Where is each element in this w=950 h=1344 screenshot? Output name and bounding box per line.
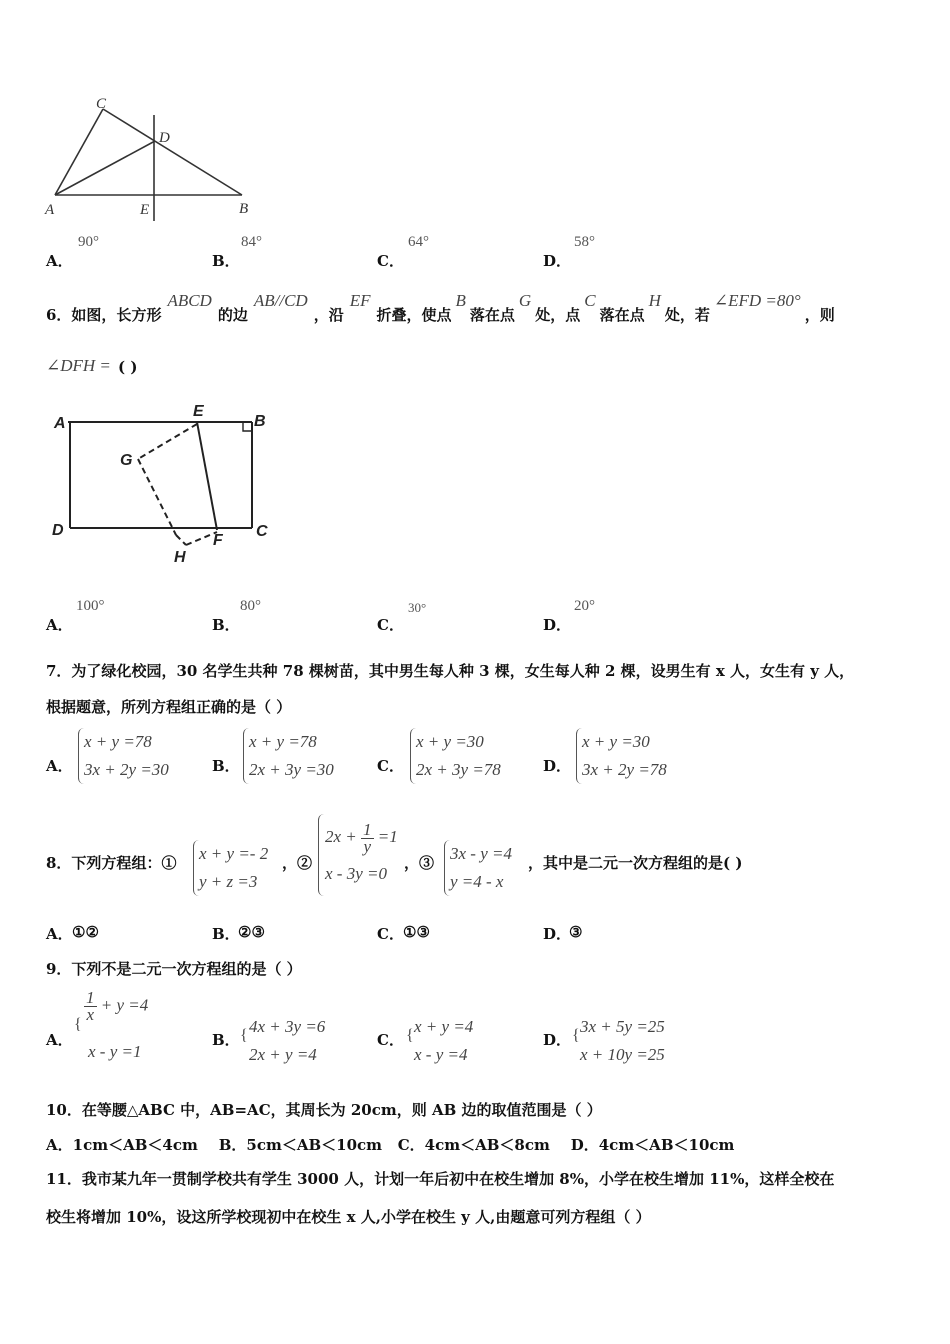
q8-system-3 (444, 840, 512, 896)
q7-option-b-system (243, 728, 334, 784)
q5-option-a-letter: A． (46, 252, 73, 270)
rectangle-fold-figure (40, 395, 290, 575)
q9-option-b-letter: B． (212, 1031, 240, 1049)
q9-a-num: 1 (86, 988, 95, 1007)
q6-text-1: 6．如图，长方形 (46, 306, 162, 324)
q5-option-c-letter: C． (377, 252, 404, 270)
q6-text-8: 处，若 (664, 306, 710, 324)
q8-s1-eq2: y + z =3 (199, 872, 258, 891)
q6-text-3: ，沿 (313, 306, 344, 324)
q6-option-b-value: 80° (240, 598, 261, 614)
q8-sep-1: ，② (282, 854, 313, 872)
q7-b-eq1: x + y =78 (249, 732, 317, 751)
q8-tail: ，其中是二元一次方程组的是( ) (528, 854, 743, 872)
q10-line: 10．在等腰△ABC 中，AB=AC，其周长为 20cm，则 AB 边的取值范围是（ ） (46, 1101, 602, 1119)
q8-option-d-value: ③ (569, 923, 583, 941)
q8-s3-eq1: 3x - y =4 (450, 844, 512, 863)
q7-b-eq2: 2x + 3y =30 (249, 760, 334, 779)
label-a: A (45, 202, 55, 218)
q7-a-eq1: x + y =78 (84, 732, 152, 751)
q8-s2-den: y (363, 836, 372, 856)
fig2-label-a: A (54, 415, 66, 432)
q6-math-c: C (584, 291, 596, 310)
q6-option-a-value: 100° (76, 598, 105, 614)
q9-b-eq1: 4x + 3y =6 (249, 1017, 326, 1036)
q6-paren: ( ) (118, 358, 138, 376)
q8-option-b-value: ②③ (238, 923, 265, 941)
q9-a-den: x (86, 1005, 95, 1024)
label-d: D (159, 130, 170, 146)
q9-option-c-letter: C． (377, 1031, 404, 1049)
fig2-label-c: C (256, 523, 268, 540)
q8-s2-pre: 2x + (325, 827, 357, 846)
q6-option-d-value: 20° (574, 598, 595, 614)
label-b: B (239, 201, 249, 217)
q6-text-5: 落在点 (469, 306, 515, 324)
q7-option-a-letter: A． (46, 757, 73, 775)
q8-option-a-value: ①② (72, 923, 99, 941)
q6-option-a-letter: A． (46, 616, 73, 634)
q10-options: A．1cm＜AB＜4cm B．5cm＜AB＜10cm C．4cm＜AB＜8cm D．4cm＜AB＜10cm (46, 1136, 735, 1154)
q6-option-d-letter: D． (543, 616, 572, 634)
q6-math-ab-cd: AB//CD (253, 291, 308, 310)
q5-option-d-letter: D． (543, 252, 572, 270)
q5-option-d-value: 58° (574, 234, 595, 250)
q7-option-a-system (78, 728, 169, 784)
q7-option-d-system (576, 728, 667, 784)
q6-math-angle-dfh: ∠DFH = (46, 356, 111, 375)
q8-sep-2: ，③ (404, 854, 435, 872)
q11-line-2: 校生将增加 10%，设这所学校现初中在校生 x 人,小学在校生 y 人,由题意可列方程组（ ） (46, 1208, 651, 1226)
q7-option-c-system (410, 728, 501, 784)
label-e: E (140, 202, 150, 218)
q8-lead: 8．下列方程组：① (46, 854, 177, 872)
q9-b-brace: { (240, 1027, 248, 1044)
q6-option-c-value: 30° (408, 600, 427, 615)
q8-s3-eq2: y =4 - x (450, 872, 504, 891)
q6-option-c-letter: C． (377, 616, 404, 634)
q6-math-h: H (648, 291, 661, 310)
q8-option-c-letter: C． (377, 925, 404, 943)
q8-option-b-letter: B． (212, 925, 240, 943)
q8-s2-post: =1 (377, 827, 398, 846)
q7-d-eq1: x + y =30 (582, 732, 650, 751)
q9-b-eq2: 2x + y =4 (249, 1045, 317, 1064)
q9-c-eq2: x - y =4 (414, 1045, 468, 1064)
q7-a-eq2: 3x + 2y =30 (84, 760, 169, 779)
q9-a-eq1rest: + y =4 (100, 995, 149, 1015)
q6-text-4: 折叠，使点 (376, 306, 452, 324)
q8-option-c-value: ①③ (403, 923, 430, 941)
q6-question (46, 291, 916, 324)
q7-option-b-letter: B． (212, 757, 240, 775)
q8-s1-eq1: x + y =- 2 (199, 844, 269, 863)
q9-c-brace: { (406, 1027, 414, 1044)
q9-c-eq1: x + y =4 (414, 1017, 474, 1036)
q6-math-angle-efd: ∠EFD =80° (713, 291, 801, 310)
q7-d-eq2: 3x + 2y =78 (582, 760, 667, 779)
fig2-label-h: H (174, 549, 186, 566)
q6-math-abcd: ABCD (167, 291, 212, 310)
fig2-label-g: G (120, 452, 133, 469)
q11-line-1: 11．我市某九年一贯制学校共有学生 3000 人，计划一年后初中在校生增加 8%，小学在校生增加 11%，这样全校在 (46, 1170, 835, 1188)
q5-option-b-letter: B． (212, 252, 240, 270)
q9-option-a-letter: A． (46, 1031, 73, 1049)
q8-system-2 (318, 814, 398, 896)
label-c: C (96, 96, 107, 112)
q9-a-brace: { (74, 1016, 82, 1033)
q9-d-eq1: 3x + 5y =25 (580, 1017, 665, 1036)
q8-system-1 (193, 840, 268, 896)
q6-math-g: G (518, 291, 532, 310)
q9-line: 9．下列不是二元一次方程组的是（ ） (46, 960, 302, 978)
q6-option-b-letter: B． (212, 616, 240, 634)
q7-option-d-letter: D． (543, 757, 572, 775)
q9-d-brace: { (572, 1027, 580, 1044)
q5-option-c-value: 64° (408, 234, 429, 250)
q6-text-9: ，则 (804, 306, 835, 324)
q6-text-6: 处，点 (535, 306, 581, 324)
q7-option-c-letter: C． (377, 757, 404, 775)
triangle-figure (40, 95, 270, 225)
q5-option-b-value: 84° (241, 234, 262, 250)
q7-line-1: 7．为了绿化校园，30 名学生共种 78 棵树苗，其中男生每人种 3 棵，女生每人种 2 棵，设男生有 x 人，女生有 y 人， (46, 662, 855, 680)
q7-c-eq1: x + y =30 (416, 732, 484, 751)
q6-math-ef: EF (349, 291, 371, 310)
q8-s2-num: 1 (363, 819, 372, 839)
q9-a-eq2: x - y =1 (88, 1042, 142, 1061)
q6-text-2: 的边 (217, 306, 248, 324)
q7-line-2: 根据题意，所列方程组正确的是（ ） (46, 698, 292, 716)
q9-option-d-letter: D． (543, 1031, 572, 1049)
fig2-label-e: E (193, 403, 204, 420)
fig2-label-d: D (52, 522, 64, 539)
q8-option-a-letter: A． (46, 925, 73, 943)
fig2-label-f: F (213, 532, 223, 549)
q8-s2-eq2: x - 3y =0 (325, 864, 387, 883)
q7-c-eq2: 2x + 3y =78 (416, 760, 501, 779)
q5-option-a-value: 90° (78, 234, 99, 250)
q9-d-eq2: x + 10y =25 (580, 1045, 665, 1064)
fig2-label-b: B (254, 413, 266, 430)
q6-text-7: 落在点 (599, 306, 645, 324)
q6-math-b: B (455, 291, 466, 310)
q8-option-d-letter: D． (543, 925, 572, 943)
